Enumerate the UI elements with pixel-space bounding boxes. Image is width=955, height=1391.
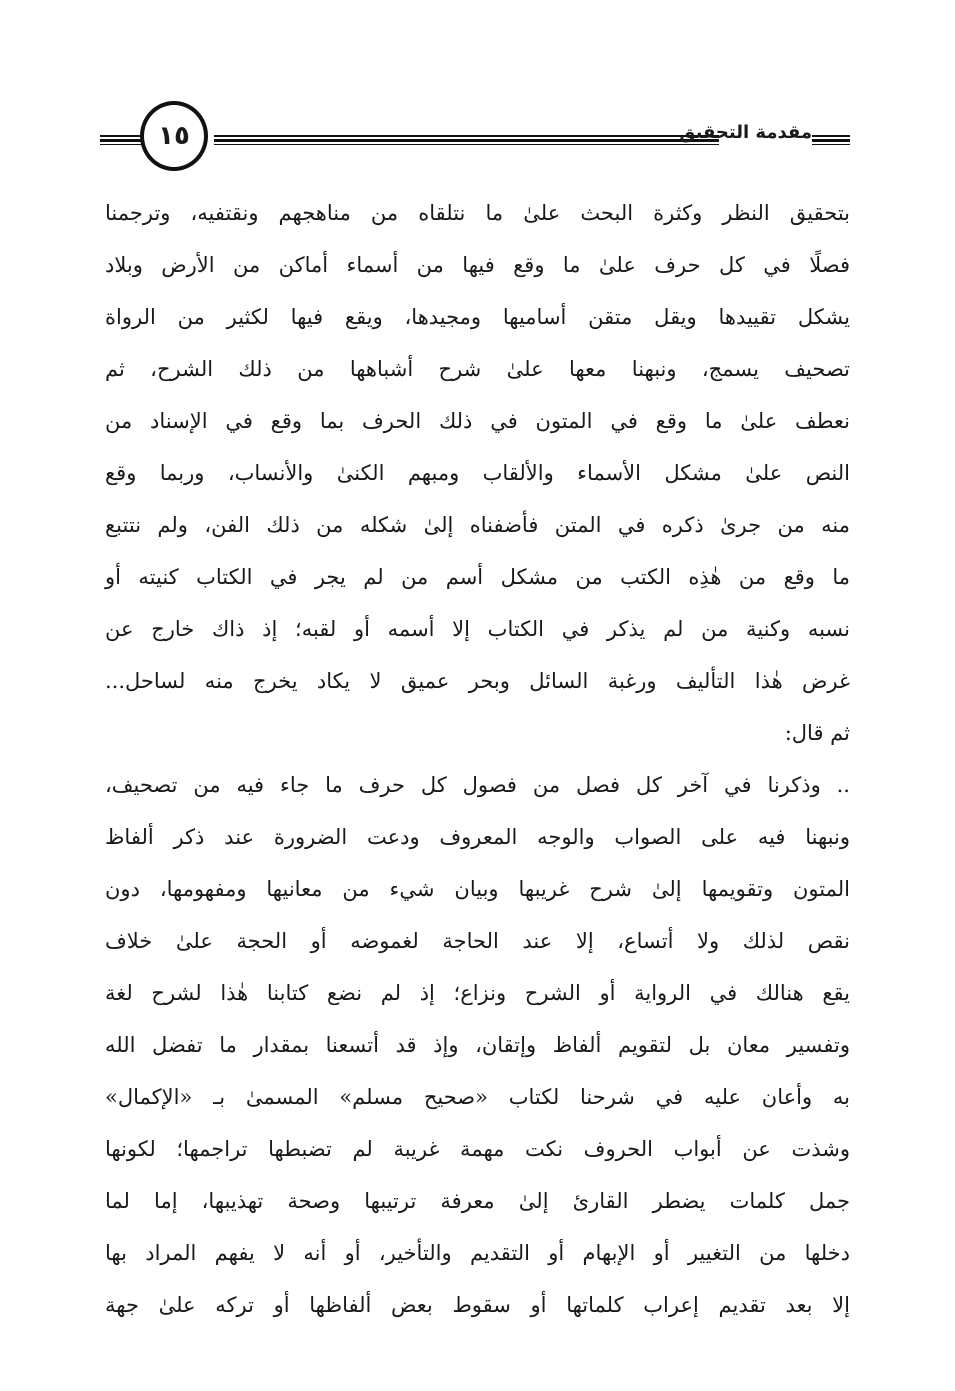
header-rule-middle <box>214 135 719 145</box>
text-line: ثم قال: <box>784 721 850 745</box>
text-line: المتون وتقويمها إلىٰ شرح غريبها وبيان شيء من معانيها ومفهومها، دون <box>105 877 850 901</box>
text-line: بتحقيق النظر وكثرة البحث علىٰ ما نتلقاه من مناهجهم ونقتفيه، وترجمنا <box>105 201 850 225</box>
text-line: نقص لذلك ولا أتساع، إلا عند الحاجة لغموضه أو الحجة علىٰ خلاف <box>105 929 850 953</box>
text-line: نعطف علىٰ ما وقع في المتون في ذلك الحرف بما وقع في الإسناد من <box>105 409 850 433</box>
text-line: إلا بعد تقديم إعراب كلماتها أو سقوط بعض ألفاظها أو تركه علىٰ جهة <box>105 1293 850 1317</box>
text-line: دخلها من التغيير أو الإبهام أو التقديم والتأخير، أو أنه لا يفهم المراد بها <box>105 1241 850 1265</box>
text-line: يقع هنالك في الرواية أو الشرح ونزاع؛ إذ لم نضع كتابنا هٰذا لشرح لغة <box>105 981 850 1005</box>
text-line: به وأعان عليه في شرحنا لكتاب «صحيح مسلم» المسمىٰ بـ «الإكمال» <box>105 1085 850 1109</box>
text-line: ما وقع من هٰذِه الكتب من مشكل أسم من لم يجر في الكتاب كنيته أو <box>105 565 850 589</box>
text-line: وشذت عن أبواب الحروف نكت مهمة غريبة لم تضبطها تراجمها؛ لكونها <box>105 1137 850 1161</box>
text-line: وتفسير معان بل لتقويم ألفاظ وإتقان، وإذ قد أتسعنا بمقدار ما تفضل الله <box>105 1033 850 1057</box>
text-line: ونبهنا فيه على الصواب والوجه المعروف ودعت الضرورة عند ذكر ألفاظ <box>105 825 850 849</box>
page-header <box>100 98 850 182</box>
page-number: ١٥ <box>140 101 208 171</box>
header-rule-left <box>100 135 144 145</box>
text-line: غرض هٰذا التأليف ورغبة السائل وبحر عميق لا يكاد يخرج منه لساحل... <box>105 669 850 693</box>
text-line: تصحيف يسمج، ونبهنا معها علىٰ شرح أشباهها من ذلك الشرح، ثم <box>105 357 850 381</box>
text-line: يشكل تقييدها ويقل متقن أساميها ومجيدها، ويقع فيها لكثير من الرواة <box>105 305 850 329</box>
text-line: نسبه وكنية من لم يذكر في الكتاب إلا أسمه أو لقبه؛ إذ ذاك خارج عن <box>105 617 850 641</box>
text-line: منه من جرىٰ ذكره في المتن فأضفناه إلىٰ شكله من ذلك الفن، ولم نتتبع <box>105 513 850 537</box>
body-text <box>105 187 850 1331</box>
header-rule-right <box>812 135 850 145</box>
text-line: النص علىٰ مشكل الأسماء والألقاب ومبهم الكنىٰ والأنساب، وربما وقع <box>105 461 850 485</box>
text-line: جمل كلمات يضطر القارئ إلىٰ معرفة ترتيبها وصحة تهذيبها، إما لما <box>105 1189 850 1213</box>
text-line: فصلًا في كل حرف علىٰ ما وقع فيها من أسماء أماكن من الأرض وبلاد <box>105 253 850 277</box>
running-title: مقدمة التحقيق <box>679 122 812 143</box>
text-line: .. وذكرنا في آخر كل فصل من فصول كل حرف ما جاء فيه من تصحيف، <box>105 773 850 797</box>
